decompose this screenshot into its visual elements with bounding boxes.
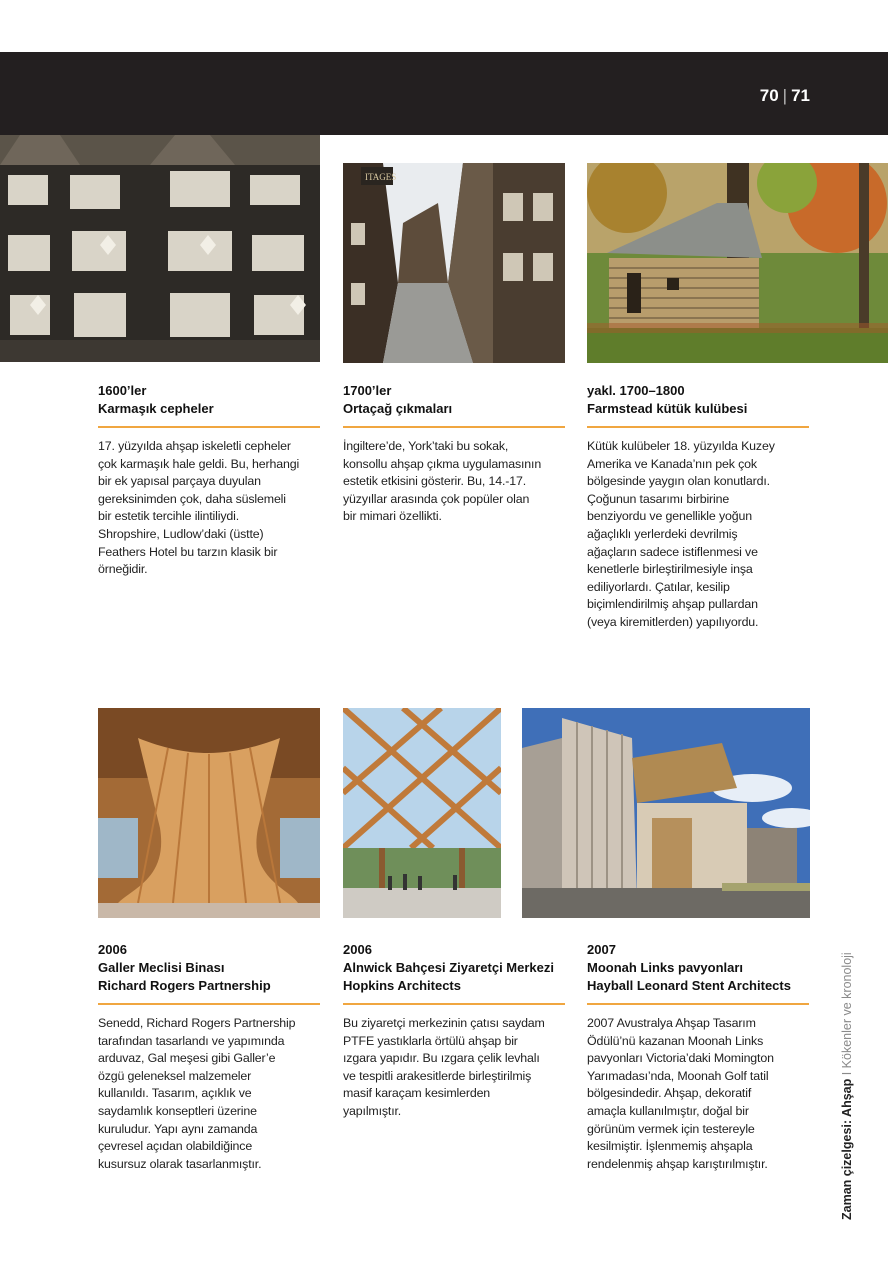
entry-architect: Hopkins Architects: [343, 978, 461, 993]
medieval-street-photo: [343, 163, 565, 363]
entry-architect: Hayball Leonard Stent Architects: [587, 978, 791, 993]
entry-year: 1600’ler: [98, 383, 147, 398]
entry-body: Bu ziyaretçi merkezinin çatısı saydam PTFE yastıklarla örtülü ahşap bir ızgara yapıdır. Bu ızgara çelik levhalı ve tespitli arakesitlerde birleştirilmiş masif karaçam kesimlerden yapılmıştır.: [343, 1016, 545, 1118]
header-bar: [0, 52, 888, 135]
entry-title: Ortaçağ çıkmaları: [343, 401, 453, 416]
entry-year: 2006: [98, 942, 127, 957]
entry-year: 2007: [587, 942, 616, 957]
moonah-links-pavilion-photo: [522, 708, 810, 918]
page-number-right: 71: [791, 86, 810, 105]
accent-rule: [587, 1003, 809, 1005]
log-cabin-photo: [587, 163, 888, 363]
timeline-entry-2006-welsh-assembly: [98, 941, 320, 1173]
entry-body: İngiltere’de, York’taki bu sokak, konsollu ahşap çıkma uygulamasının estetik etkisini gösterir. Bu, 14.-17. yüzyıllar arasında çok popüler olan bir mimari özellikti.: [343, 439, 542, 524]
accent-rule: [343, 426, 565, 428]
alnwick-timber-roof-photo: [343, 708, 501, 918]
accent-rule: [587, 426, 809, 428]
timeline-entry-2006-alnwick: [343, 941, 565, 1121]
section-label-separator: I: [840, 1068, 854, 1079]
timeline-entry-1700s: [343, 382, 565, 526]
entry-title: Farmstead kütük kulübesi: [587, 401, 748, 416]
entry-title: Karmaşık cepheler: [98, 401, 214, 416]
welsh-assembly-interior-photo: [98, 708, 320, 918]
entry-year: yakl. 1700–1800: [587, 383, 685, 398]
page-numbers: [760, 86, 810, 106]
page-number-left: 70: [759, 86, 779, 105]
running-section-label: [840, 952, 854, 1220]
entry-body: 17. yüzyılda ahşap iskeletli cepheler çok karmaşık hale geldi. Bu, herhangi bir ek yapısal parçaya duyulan gereksinimden çok, daha süslemeli bir estetik tercihle ilintiliydi. Shropshire, Ludlow’daki (üstte) Feathers Hotel bu tarzın klasik bir örneğidir.: [98, 439, 300, 577]
street-sign-text: ITAGES: [365, 172, 397, 182]
section-label-strong: Zaman çizelgesi: Ahşap: [840, 1078, 854, 1220]
entry-year: 2006: [343, 942, 372, 957]
accent-rule: [343, 1003, 565, 1005]
accent-rule: [98, 1003, 320, 1005]
entry-body: Kütük kulübeler 18. yüzyılda Kuzey Amerika ve Kanada’nın pek çok bölgesinde yaygın olan konutlardı. Çoğunun tasarımı birbirine benziyordu ve genellikle yoğun ağaçlıklı yerlerdeki devrilmiş ağaçların sadece istiflenmesi ve kenetlerle birleştirilmesiyle inşa ediliyorlardı. Çatılar, kesilip biçimlendirilmiş ahşap pullardan (veya kiremitlerden) yapılıyordu.: [587, 439, 775, 629]
entry-title: Galler Meclisi Binası: [98, 960, 225, 975]
entry-year: 1700’ler: [343, 383, 392, 398]
timeline-entry-1700-1800: [587, 382, 809, 632]
entry-body: 2007 Avustralya Ahşap Tasarım Ödülü’nü kazanan Moonah Links pavyonları Victoria’daki Momington Yarımadası’nda, Moonah Golf tatil bölgesindedir. Ahşap, dekoratif amaçla kullanılmıştır, doğal bir görünüm vermek için testereyle kesilmiştir. İşlenmemiş ahşapla rendelenmiş ahşap karıştırılmıştır.: [587, 1016, 774, 1171]
tudor-facade-photo: [0, 135, 320, 362]
entry-title: Moonah Links pavyonları: [587, 960, 744, 975]
section-label-light: Kökenler ve kronoloji: [840, 952, 854, 1069]
entry-body: Senedd, Richard Rogers Partnership tarafından tasarlandı ve yapımında arduvaz, Gal meşesi gibi Galler’e özgü geleneksel malzemeler kullanıldı. Tasarım, açıklık ve saydamlık konseptleri üzerine kuruludur. Yapı aynı zamanda çevresel açıdan olabildiğince kusursuz olarak tasarlanmıştır.: [98, 1016, 296, 1171]
entry-architect: Richard Rogers Partnership: [98, 978, 271, 993]
page-number-separator: |: [782, 86, 788, 105]
timeline-entry-1600s: [98, 382, 320, 579]
timeline-entry-2007-moonah-links: [587, 941, 809, 1173]
accent-rule: [98, 426, 320, 428]
entry-title: Alnwick Bahçesi Ziyaretçi Merkezi: [343, 960, 554, 975]
